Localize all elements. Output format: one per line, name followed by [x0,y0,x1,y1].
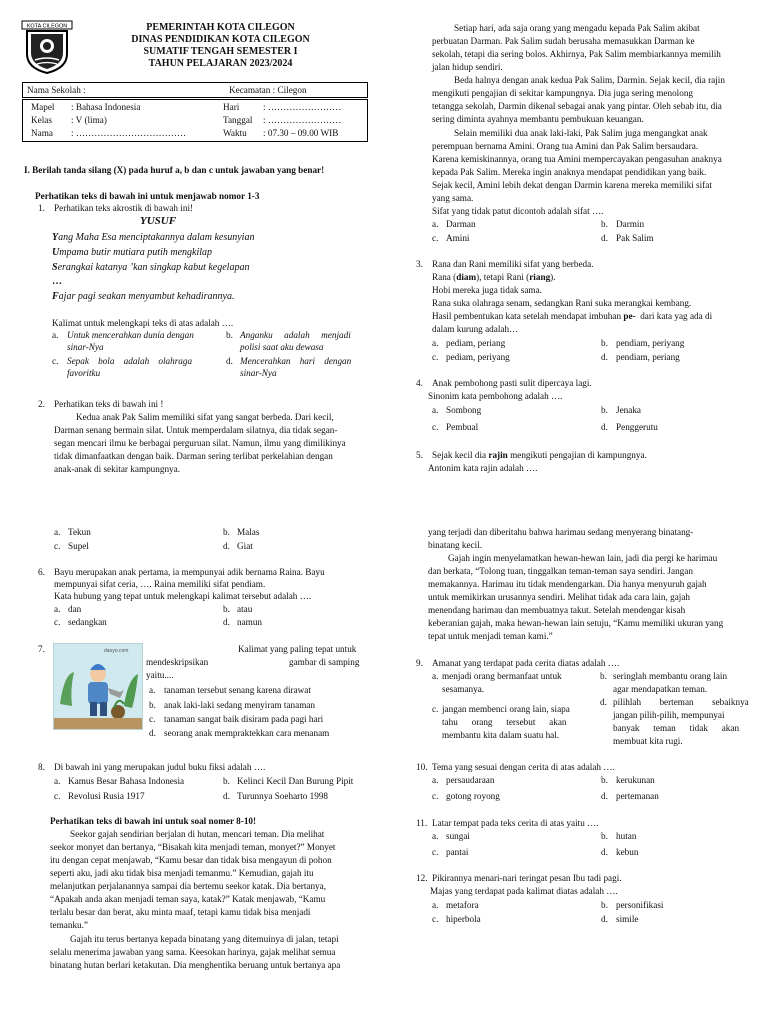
waktu-label: Waktu [223,128,247,138]
hari-value[interactable]: : …………………… [263,102,342,112]
q7-opt-a[interactable]: tanaman tersebut senang karena dirawat [164,685,311,695]
header-line-4: TAHUN PELAJARAN 2023/2024 [148,58,293,69]
q8-opt-a-label[interactable]: a. [54,776,61,786]
q11-opt-a[interactable]: sungai [446,831,470,841]
boy-watering-plants-image [53,643,143,730]
tanggal-label: Tanggal [223,115,253,125]
q3-line-5: Hasil pembentukan kata setelah mendapat imbuhan pe- dari kata yag ada di [432,311,713,321]
q2b-opt-a[interactable]: Darman [446,219,476,229]
q2-cont-line: sering diminta ayahnya membantu pembukuan keuangan. [432,114,644,124]
q3-opt-a-label[interactable]: a. [432,338,439,348]
instruction-8-10: Perhatikan teks di bawah ini untuk soal nomer 8-10! [50,816,257,826]
q2b-opt-b-label[interactable]: b. [601,219,608,229]
q4-opt-a[interactable]: Sombong [446,405,482,415]
nama-sekolah-label: Nama Sekolah : [27,85,86,95]
q7-opt-c-label[interactable]: c. [149,714,156,724]
q9-opt-c-label[interactable]: c. [432,704,439,714]
q3-opt-b-label[interactable]: b. [601,338,608,348]
q7-line-2a: mendeskripsikan [146,657,209,667]
acrostic-line-4: … [52,276,62,287]
q3-opt-a[interactable]: pediam, periang [446,338,506,348]
q7-opt-c[interactable]: tanaman sangat baik disiram pada pagi hari [164,714,324,724]
q2-para-2: Darman senang bermain silat. Untuk memperdalam silatnya, dia tidak segan- [54,425,338,435]
q12-opt-c[interactable]: hiperbola [446,914,481,924]
q1-option-a-label[interactable]: a. [52,330,59,340]
q7-opt-b[interactable]: anak laki-laki sedang menyiram tanaman [164,700,316,710]
q9-opt-c[interactable]: jangan membenci orang lain, siapa [442,704,570,714]
q6-opt-c-label[interactable]: c. [54,617,61,627]
q12-opt-b[interactable]: personifikasi [616,900,664,910]
q12-opt-d-label[interactable]: d. [601,914,608,924]
mapel-value: : Bahasa Indonesia [71,102,141,112]
q11-opt-c-label[interactable]: c. [432,847,439,857]
q10-opt-c[interactable]: gotong royong [446,791,500,801]
story-left-line: seperti aku, jadi aku tidak bisa menjadi temanmu.” Kemudian, gajah itu [50,868,314,878]
acrostic-title: YUSUF [140,215,177,227]
q2-number: 2. [38,399,45,409]
q9-opt-b-label[interactable]: b. [600,671,607,681]
q11-opt-d[interactable]: kebun [616,847,639,857]
q2-cont-line: Setiap hari, ada saja orang yang mengadu kepada Pak Salim akibat [454,23,700,33]
q1-option-d[interactable]: Mencerahkan hari dengan [240,356,352,366]
q6-opt-a[interactable]: dan [68,604,82,614]
story-right-line: binatang kecil. [428,540,483,550]
q2-cont-line: Karena kemiskinannya, orang tua Amini mempercayakan pengasuhan anaknya [432,154,722,164]
q2-opt-a-label[interactable]: a. [54,527,61,537]
q11-opt-b[interactable]: hutan [616,831,637,841]
q2-cont-line: yang sama. [432,193,474,203]
q1-option-d-label[interactable]: d. [226,356,233,366]
q2-para-3: segan mencari ilmu ke berbagai perguruan silat. Namun, ilmu yang dimilikinya [54,438,346,448]
waktu-value: : 07.30 – 09.00 WIB [263,128,339,138]
q9-opt-a[interactable]: menjadi orang bermanfaat untuk [442,671,562,681]
q5-number: 5. [416,450,423,460]
q1-option-a-cont: sinar-Nya [67,342,104,352]
q9-opt-b[interactable]: seringlah membantu orang lain [613,671,728,681]
q9-line-1: Amanat yang terdapat pada cerita diatas adalah …. [432,658,620,668]
story-right-line: dan berkata, “Tolong tuan, tinggalkan teman-teman saya sendiri. Jangan [428,566,693,576]
q7-opt-a-label[interactable]: a. [149,685,156,695]
story-left-line: melanjutkan perjalanannya sampai dia bertemu seekor katak. Dia bertanya, [50,881,327,891]
q9-opt-d-cont: membuat kita rugi. [613,736,683,746]
q10-opt-b-label[interactable]: b. [601,775,608,785]
q1-option-c-cont: favoritku [67,368,101,378]
story-right-line: yang terjadi dan diberitahu bahwa harimau sedang menyerang binatang- [428,527,694,537]
identity-box [22,99,368,142]
q3-opt-b[interactable]: pendiam, periyang [616,338,685,348]
svg-text:daoyo.com: daoyo.com [104,648,129,654]
q5-line-2: Antonim kata rajin adalah …. [428,463,538,473]
q10-opt-d[interactable]: pertemanan [616,791,659,801]
q6-opt-d[interactable]: namun [237,617,263,627]
q4-opt-b-label[interactable]: b. [601,405,608,415]
story-right-line: menendang harimau dan membuatnya takut. Setelah mendengar kisah [428,605,686,615]
q7-opt-d[interactable]: seorang anak mempraktekkan cara menanam [164,728,330,738]
q1-option-b-cont: polisi saat aku dewasa [240,342,324,352]
q7-line-2b: gambar di samping [289,657,360,667]
q9-opt-a-cont: sesamanya. [442,684,485,694]
q9-opt-b-cont: agar mendapatkan teman. [613,684,708,694]
story-left-line: Gajah itu terus bertanya kepada binatang yang ditemuinya di jalan, tetapi [70,934,339,944]
q10-text: Tema yang sesuai dengan cerita di atas adalah …. [432,762,615,772]
q2-opt-a[interactable]: Tekun [68,527,91,537]
q8-text: Di bawah ini yang merupakan judul buku fiksi adalah …. [54,762,266,772]
q2-opt-d[interactable]: Giat [237,541,253,551]
section-instruction: I. Berilah tanda silang (X) pada huruf a, b dan c untuk jawaban yang benar! [24,165,325,175]
q9-opt-d-cont: banyak teman tidak akan [613,723,740,733]
nama-value[interactable]: : ……………………………… [71,128,187,138]
q2-cont-line: Selain memiliki dua anak laki-laki, Pak Salim juga mengangkat anak [454,128,708,138]
q10-opt-d-label[interactable]: d. [601,791,608,801]
q3-opt-d-label[interactable]: d. [601,352,608,362]
q1-number: 1. [38,203,45,213]
q2-para-5: anak-anak di sekitar kampungnya. [54,464,181,474]
q8-opt-d[interactable]: Turunnya Soeharto 1998 [237,791,329,801]
q4-line-2: Sinonim kata pembohong adalah …. [428,391,563,401]
q6-line-1: Bayu merupakan anak pertama, ia mempunyai adik bernama Raina. Bayu [54,567,325,577]
kelas-label: Kelas [31,115,52,125]
q2-para-1: Kedua anak Pak Salim memiliki sifat yang sangat berbeda. Dari kecil, [76,412,334,422]
q5-line-1: Sejak kecil dia rajin mengikuti pengajian di kampungnya. [432,450,647,460]
header-line-2: DINAS PENDIDIKAN KOTA CILEGON [131,34,310,45]
q2-opt-c[interactable]: Supel [68,541,89,551]
q6-opt-b-label[interactable]: b. [223,604,230,614]
q1-option-c-label[interactable]: c. [52,356,59,366]
q8-opt-b[interactable]: Kelinci Kecil Dan Burung Pipit [237,776,354,786]
q1-option-c[interactable]: Sepak bola adalah olahraga [67,356,193,366]
q12-line-1: Pikirannya menari-nari teringat pesan Ibu tadi pagi. [432,873,622,883]
q2-text: Perhatikan teks di bawah ini ! [54,399,164,409]
q1-prompt: Kalimat untuk melengkapi teks di atas adalah …. [52,318,234,328]
q2b-opt-d[interactable]: Pak Salim [616,233,654,243]
q3-line-1: Rana dan Rani memiliki sifat yang berbeda. [432,259,594,269]
q11-text: Latar tempat pada teks cerita di atas yaitu …. [432,818,599,828]
q2-cont-line: mengikuti pengajian di sekitar kampungnya. Dia juga sering menolong [432,88,694,98]
q9-opt-d-label[interactable]: d. [600,697,607,707]
q3-opt-c[interactable]: pediam, periyang [446,352,510,362]
nama-label: Nama [31,128,53,138]
q2-cont-line: sekolah, tetapi dia sering bolos. Akhirnya, Pak Salim membiarkannya memilih [432,49,721,59]
q6-opt-a-label[interactable]: a. [54,604,61,614]
acrostic-line-2: Umpama butir mutiara putih mengkilap [52,247,213,258]
q2b-opt-c-label[interactable]: c. [432,233,439,243]
q8-opt-b-label[interactable]: b. [223,776,230,786]
q2b-opt-a-label[interactable]: a. [432,219,439,229]
q12-opt-d[interactable]: simile [616,914,639,924]
q10-opt-c-label[interactable]: c. [432,791,439,801]
q4-opt-c[interactable]: Pembual [446,422,479,432]
acrostic-line-5: Fajar pagi seakan menyambut kehadirannya. [52,291,235,302]
story-left-line: temanku.” [50,920,89,930]
story-left-line: “Apakah anda akan menjadi teman saya, katak?” Katak menjawab, “Kamu [50,894,326,904]
q3-line-6: dalam kurung adalah… [432,324,519,334]
q11-opt-b-label[interactable]: b. [601,831,608,841]
q10-opt-a[interactable]: persaudaraan [446,775,495,785]
q2-cont-line: perbuatan Darman. Pak Salim sudah berusaha memasukkan Darman ke [432,36,695,46]
q3-line-4: Rana suka olahraga senam, sedangkan Rani suka merangkai kembang. [432,298,692,308]
q7-line-3: yaitu.... [146,670,174,680]
mapel-label: Mapel [31,102,55,112]
q4-line-1: Anak pembohong pasti sulit dipercaya lagi. [432,378,592,388]
q1-option-a[interactable]: Untuk mencerahkan dunia dengan [67,330,194,340]
q9-opt-d-cont: jangan pilih-pilih, mempunyai [613,710,725,720]
q7-opt-b-label[interactable]: b. [149,700,156,710]
q8-opt-c-label[interactable]: c. [54,791,61,801]
q2-cont-line: kepada Pak Salim. Mereka ingin anaknya mendapat pendidikan yang baik. [432,167,707,177]
q6-opt-d-label[interactable]: d. [223,617,230,627]
kecamatan-label: Kecamatan : Cilegon [229,85,307,95]
q2-cont-line: perempuan bernama Amini. Orang tua Amini dan Pak Salim bersaudara. [432,141,699,151]
story-right-line: Gajah ingin menyelamatkan hewan-hewan lain, jadi dia pergi ke harimau [448,553,718,563]
kelas-value: : V (lima) [71,115,107,125]
q1-option-b[interactable]: Anganku adalah menjadi [240,330,351,340]
q6-opt-c[interactable]: sedangkan [68,617,107,627]
q9-opt-c-cont: tahu orang tersebut akan [442,717,567,727]
q8-number: 8. [38,762,45,772]
q12-opt-c-label[interactable]: c. [432,914,439,924]
q4-opt-c-label[interactable]: c. [432,422,439,432]
q2-prompt: Sifat yang tidak patut dicontoh adalah sifat …. [432,206,604,216]
q8-opt-a[interactable]: Kamus Besar Bahasa Indonesia [68,776,185,786]
q7-number: 7. [38,644,45,654]
tanggal-value[interactable]: : …………………… [263,115,342,125]
q2-cont-line: Beda halnya dengan anak kedua Pak Salim, Darmin. Sejak kecil, dia rajin [454,75,725,85]
header-line-3: SUMATIF TENGAH SEMESTER I [143,46,298,57]
q2-opt-d-label[interactable]: d. [223,541,230,551]
q2-para-4: tidak dimanfaatkan dengan baik. Darman sering terlibat perkelahian dengan [54,451,333,461]
story-right-line: keberanian gajah, maka hewan-hewan lain setuju, “Kamu memiliki ukuran yang [428,618,724,628]
q8-opt-c[interactable]: Revolusi Rusia 1917 [68,791,145,801]
school-row [22,82,368,98]
story-left-line: terlalu besar dan berat, aku minta maaf, tetapi kamu tidak bisa menjadi [50,907,311,917]
q12-opt-a[interactable]: metafora [446,900,479,910]
q11-opt-c[interactable]: pantai [446,847,469,857]
q2-cont-line: Sejak kecil, Amini lebih dekat dengan Darmin karena mereka memiliki sifat [432,180,712,190]
q2-opt-c-label[interactable]: c. [54,541,61,551]
q3-line-3: Hobi mereka juga tidak sama. [432,285,542,295]
instruction-1-3: Perhatikan teks di bawah ini untuk menjawab nomor 1-3 [35,191,260,201]
q6-line-3: Kata hubung yang tepat untuk melengkapi kalimat tersebut adalah …. [54,591,312,601]
q10-opt-b[interactable]: kerukunan [616,775,655,785]
q3-opt-c-label[interactable]: c. [432,352,439,362]
q9-number: 9. [416,658,423,668]
q2-opt-b[interactable]: Malas [237,527,260,537]
q9-opt-c-cont: membantu kita dalam suatu hal. [442,730,560,740]
story-right-line: untuk memikirkan urusannya sendiri. Melihat tidak ada cara lain, gajah [428,592,691,602]
hari-label: Hari [223,102,240,112]
header-line-1: PEMERINTAH KOTA CILEGON [146,22,295,33]
story-left-line: binatang hutan berlari ketakutan. Dia menghentika beruang untuk bertanya apa [50,960,341,970]
q1-text: Perhatikan teks akrostik di bawah ini! [54,203,194,213]
q2b-opt-d-label[interactable]: d. [601,233,608,243]
q12-number: 12. [416,873,428,883]
q3-line-2: Rana (diam), tetapi Rani (riang). [432,272,556,282]
q7-line-1: Kalimat yang paling tepat untuk [238,644,357,654]
q1-option-b-label[interactable]: b. [226,330,233,340]
q6-opt-b[interactable]: atau [237,604,253,614]
q3-opt-d[interactable]: pendiam, periang [616,352,680,362]
q1-option-d-cont: sinar-Nya [240,368,277,378]
story-left-line: Seekor gajah sendirian berjalan di hutan, mencari teman. Dia melihat [70,829,325,839]
q6-number: 6. [38,567,45,577]
q3-number: 3. [416,259,423,269]
q6-line-2: mempunyai sifat ceria, …. Raina memiliki sifat pendiam. [54,579,266,589]
story-right-line: memakannya. Harimau itu tidak mendengarkan. Dia hanya menyuruh gajah [428,579,707,589]
story-left-line: itu dengan cepat menjawab, “Kamu besar dan tidak bisa mengayun di pohon [50,855,332,865]
story-right-line: tepat untuk menjadi teman kami.” [428,631,553,641]
q8-opt-d-label[interactable]: d. [223,791,230,801]
q2b-opt-c[interactable]: Amini [446,233,470,243]
svg-text:KOTA CILEGON: KOTA CILEGON [26,23,68,30]
q2-cont-line: jalan hidup sendiri. [432,62,503,72]
q9-opt-d[interactable]: pilihlah berteman sebaiknya [613,697,749,707]
q10-opt-a-label[interactable]: a. [432,775,439,785]
q4-opt-d[interactable]: Penggerutu [616,422,658,432]
q7-opt-d-label[interactable]: d. [149,728,156,738]
q4-opt-a-label[interactable]: a. [432,405,439,415]
q12-opt-a-label[interactable]: a. [432,900,439,910]
q4-opt-b[interactable]: Jenaka [616,405,641,415]
q11-opt-d-label[interactable]: d. [601,847,608,857]
q11-opt-a-label[interactable]: a. [432,831,439,841]
q2-opt-b-label[interactable]: b. [223,527,230,537]
q4-number: 4. [416,378,423,388]
q2-cont-line: tetangga sekolah, Darmin dikenal sebagai anak yang pintar. Oleh sebab itu, dia [432,101,722,111]
logo [21,20,73,74]
q2b-opt-b[interactable]: Darmin [616,219,645,229]
q10-number: 10. [416,762,428,772]
q12-line-2: Majas yang terdapat pada kalimat diatas adalah …. [430,886,618,896]
story-left-line: selalu menerima jawaban yang sama. Keesokan harinya, gajak melihat semua [50,947,336,957]
q9-opt-a-label[interactable]: a. [432,671,439,681]
q4-opt-d-label[interactable]: d. [601,422,608,432]
q11-number: 11. [416,818,428,828]
acrostic-line-1: Yang Maha Esa menciptakannya dalam kesunyian [52,232,255,243]
q12-opt-b-label[interactable]: b. [601,900,608,910]
acrostic-line-3: Serangkai katanya ’kan singkap kabut kegelapan [52,262,250,273]
story-left-line: seekor monyet dan bertanya, “Bisakah kita menjadi teman, monyet?” Monyet [50,842,336,852]
